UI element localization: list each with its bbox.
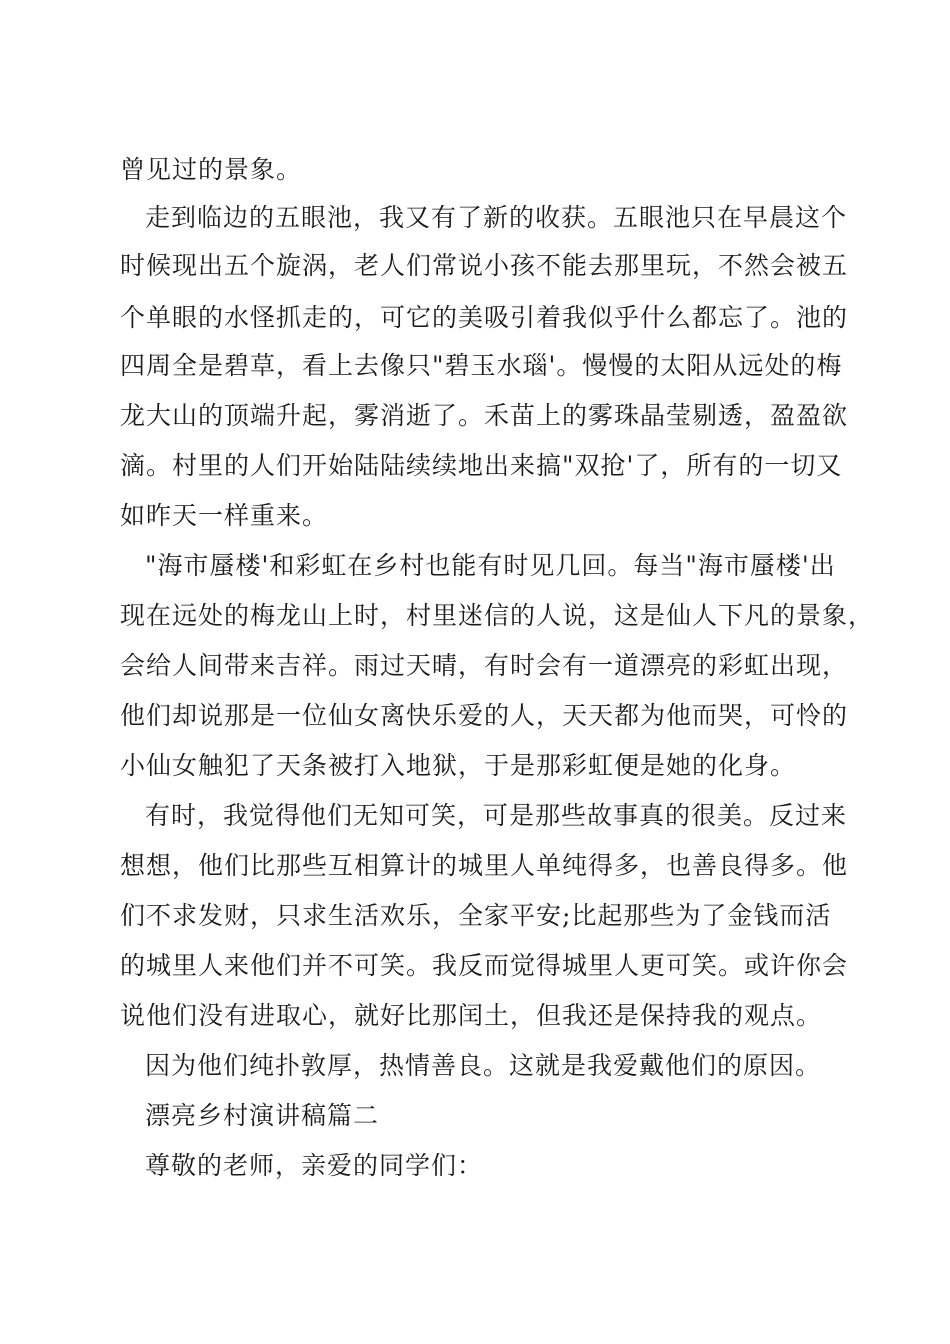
text-line: 走到临边的五眼池，我又有了新的收获。五眼池只在早晨这个 <box>145 203 848 232</box>
text-line: 会给人间带来吉祥。雨过天晴，有时会有一道漂亮的彩虹出现， <box>120 651 849 680</box>
text-line: 他们却说那是一位仙女离快乐爱的人，天天都为他而哭，可怜的 <box>120 701 849 730</box>
text-line: 时候现出五个旋涡，老人们常说小孩不能去那里玩，不然会被五 <box>120 251 849 280</box>
text-line: 因为他们纯扑敦厚，热情善良。这就是我爱戴他们的原因。 <box>145 1051 822 1080</box>
text-line: 说他们没有进取心，就好比那闰土，但我还是保持我的观点。 <box>120 1001 823 1030</box>
text-line: 们不求发财，只求生活欢乐，全家平安;比起那些为了金钱而活 <box>120 901 832 930</box>
text-line: 龙大山的顶端升起，雾消逝了。禾苗上的雾珠晶莹剔透，盈盈欲 <box>120 401 849 430</box>
text-line: 的城里人来他们并不可笑。我反而觉得城里人更可笑。或许你会 <box>120 951 849 980</box>
text-line: "海市蜃楼'和彩虹在乡村也能有时见几回。每当"海市蜃楼'出 <box>145 551 836 580</box>
text-line: 想想，他们比那些互相算计的城里人单纯得多，也善良得多。他 <box>120 851 849 880</box>
text-line: 曾见过的景象。 <box>120 155 303 184</box>
text-line: 四周全是碧草，看上去像只"碧玉水瑙'。慢慢的太阳从远处的梅 <box>120 351 843 380</box>
text-line: 小仙女触犯了天条被打入地狱，于是那彩虹便是她的化身。 <box>120 751 797 780</box>
text-line: 滴。村里的人们开始陆陆续续地出来搞"双抢'了，所有的一切又 <box>120 451 843 480</box>
text-line: 现在远处的梅龙山上时，村里迷信的人说，这是仙人下凡的景象， <box>120 601 875 630</box>
text-line: 有时，我觉得他们无知可笑，可是那些故事真的很美。反过来 <box>145 801 848 830</box>
salutation: 尊敬的老师，亲爱的同学们： <box>145 1151 484 1180</box>
text-line: 个单眼的水怪抓走的，可它的美吸引着我似乎什么都忘了。池的 <box>120 303 849 332</box>
section-heading: 漂亮乡村演讲稿篇二 <box>145 1101 380 1130</box>
text-line: 如昨天一样重来。 <box>120 501 329 530</box>
